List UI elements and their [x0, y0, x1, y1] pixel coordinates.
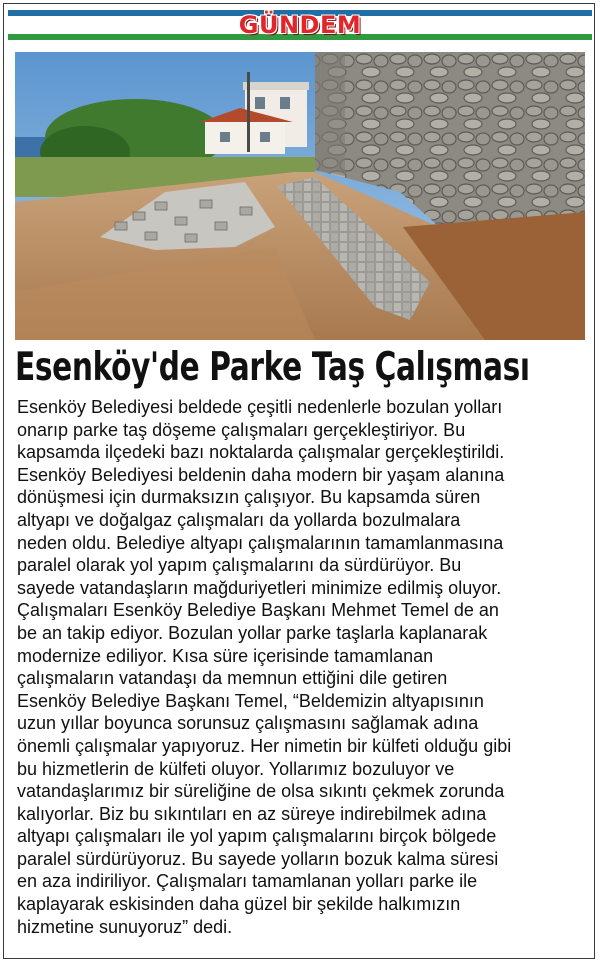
section-title: GÜNDEM	[238, 11, 362, 39]
body-line: paralel sürdürüyoruz. Bu sayede yolların bozuk kalma süresi	[17, 848, 499, 869]
article-body	[17, 396, 585, 938]
section-banner	[8, 10, 592, 40]
construction-photo	[15, 52, 585, 340]
body-line: neden oldu. Belediye altyapı çalışmalarının tamamlanmasına	[17, 532, 504, 553]
body-line: modernize ediliyor. Kısa süre içerisinde tamamlanan	[17, 645, 434, 666]
body-line: bu hizmetlerin de külfeti oluyor. Yollarımız bozuluyor ve	[17, 758, 455, 779]
body-line: Çalışmaları Esenköy Belediye Başkanı Mehmet Temel de an	[17, 600, 499, 621]
body-line: be an takip ediyor. Bozulan yollar parke taşlarla kaplanarak	[17, 622, 488, 643]
body-line: Esenköy Belediye Başkanı Temel, “Beldemizin altyapısının	[17, 690, 484, 711]
article-headline: Esenköy'de Parke Taş Çalışması	[15, 345, 530, 390]
body-line: Esenköy Belediyesi beldenin daha modern bir yaşam alanına	[17, 464, 505, 485]
body-line: altyapı çalışmaları ile yol yapım çalışmalarını birçok bölgede	[17, 826, 497, 847]
body-line: hizmetine sunuyoruz” dedi.	[17, 916, 233, 937]
body-line: kalıyorlar. Biz bu sıkıntıları en az süreye indirebilmek adına	[17, 803, 487, 824]
body-line: en aza indiriliyor. Çalışmaları tamamlanan yolları parke ile	[17, 871, 478, 892]
body-line: altyapı ve doğalgaz çalışmaları da yollarda bozulmalara	[17, 509, 461, 530]
body-line: paralel olarak yol yapım çalışmalarını da sürdürüyor. Bu	[17, 555, 462, 576]
body-line: uzun yıllar boyunca sorunsuz çalışmasını sağlamak adına	[17, 713, 479, 734]
wall-edge	[315, 52, 345, 176]
body-line: önemli çalışmalar yapıyoruz. Her nimetin bir külfeti olduğu gibi	[17, 735, 512, 756]
body-line: dönüşmesi için durmaksızın çalışıyor. Bu kapsamda süren	[17, 487, 481, 508]
body-line: Esenköy Belediyesi beldede çeşitli nedenlerle bozulan yolları	[17, 397, 503, 417]
body-line: çalışmaların vatandaşı da memnun ettiğini dile getiren	[17, 668, 448, 689]
body-line: onarıp parke taş döşeme çalışmaları gerçekleştiriyor. Bu	[17, 419, 466, 440]
body-line: vatandaşlarımız bir süreliğine de olsa sıkıntı çekmek zorunda	[17, 781, 505, 802]
utility-pole	[247, 72, 250, 152]
body-line: sayede vatandaşların mağduriyetleri minimize edilmiş oluyor.	[17, 577, 502, 598]
body-line: kapsamda ilçedeki bazı noktalarda çalışmalar gerçekleştirildi.	[17, 442, 505, 463]
body-line: kaplayarak eskisinden daha güzel bir şekilde halkımızın	[17, 894, 461, 915]
